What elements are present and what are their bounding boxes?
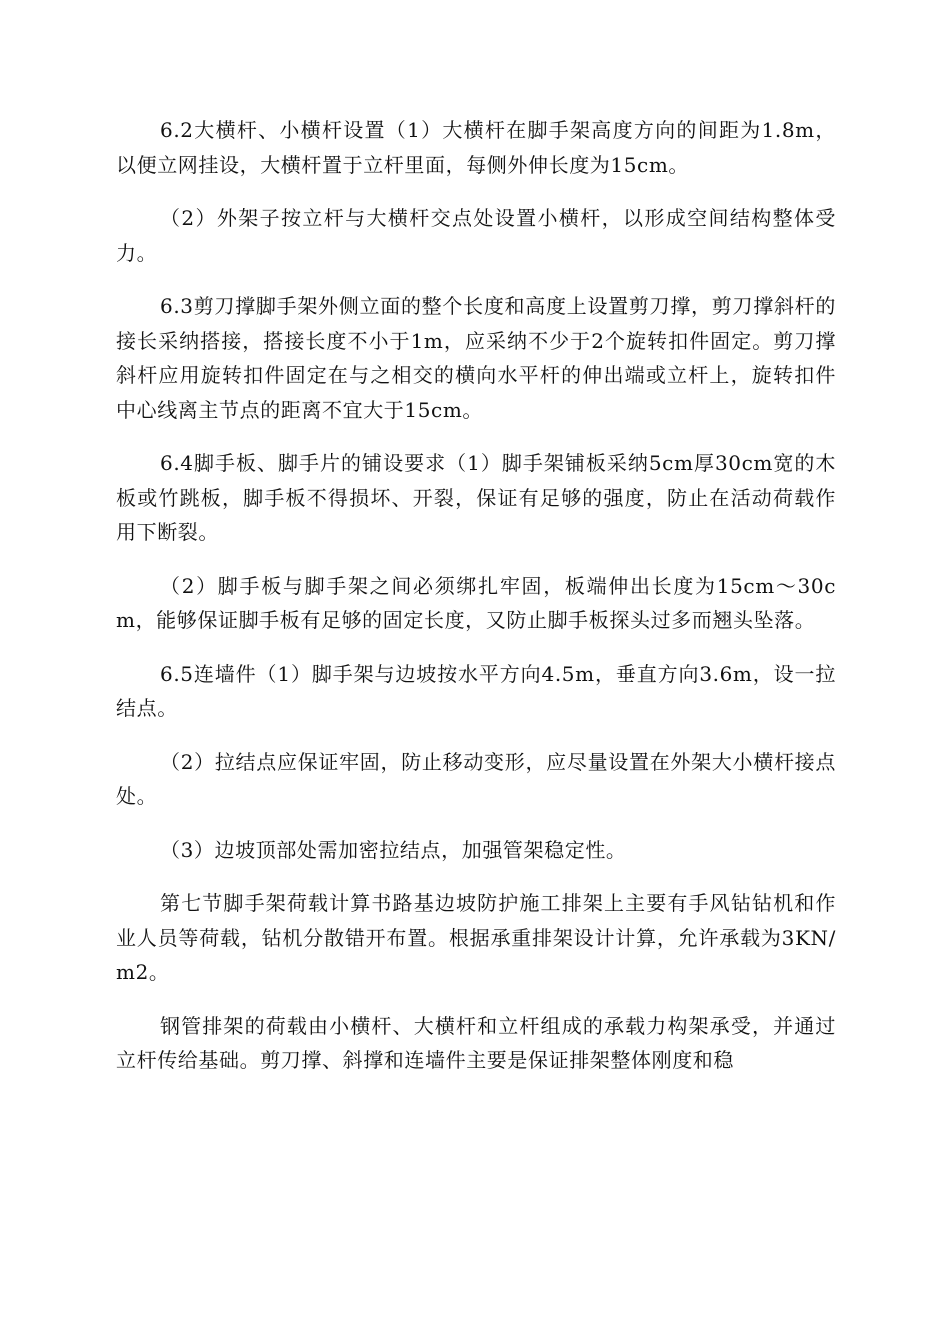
paragraph-6-4-item-2: （2）脚手板与脚手架之间必须绑扎牢固，板端伸出长度为15cm～30cm，能够保证脚手板有足够的固定长度，又防止脚手板探头过多而翘头坠落。 [116,573,836,632]
paragraph-steel-frame-load: 钢管排架的荷载由小横杆、大横杆和立杆组成的承载力构架承受，并通过立杆传给基础。剪刀撑、斜撑和连墙件主要是保证排架整体刚度和稳 [116,1013,836,1072]
paragraph-6-5-item-2: （2）拉结点应保证牢固，防止移动变形，应尽量设置在外架大小横杆接点处。 [116,749,836,808]
paragraph-section-7: 第七节脚手架荷载计算书路基边坡防护施工排架上主要有手风钻钻机和作业人员等荷载，钻机分散错开布置。根据承重排架设计计算，允许承载为3KN/m2。 [116,891,836,984]
paragraph-6-2-item-2: （2）外架子按立杆与大横杆交点处设置小横杆，以形成空间结构整体受力。 [116,206,836,265]
paragraph-6-5-item-3: （3）边坡顶部处需加密拉结点，加强管架稳定性。 [160,837,627,862]
paragraph-6-2: 6.2大横杆、小横杆设置（1）大横杆在脚手架高度方向的间距为1.8m，以便立网挂设，大横杆置于立杆里面，每侧外伸长度为15cm。 [116,118,836,177]
paragraph-6-5: 6.5连墙件（1）脚手架与边坡按水平方向4.5m，垂直方向3.6m，设一拉结点。 [116,661,836,720]
document-body [116,113,836,1097]
paragraph-6-3: 6.3剪刀撑脚手架外侧立面的整个长度和高度上设置剪刀撑，剪刀撑斜杆的接长采纳搭接，搭接长度不小于1m，应采纳不少于2个旋转扣件固定。剪刀撑斜杆应用旋转扣件固定在与之相交的横向水平杆的伸出端或立杆上，旋转扣件中心线离主节点的距离不宜大于15cm。 [116,294,836,422]
paragraph-6-4: 6.4脚手板、脚手片的铺设要求（1）脚手架铺板采纳5cm厚30cm宽的木板或竹跳板，脚手板不得损坏、开裂，保证有足够的强度，防止在活动荷载作用下断裂。 [116,451,836,544]
